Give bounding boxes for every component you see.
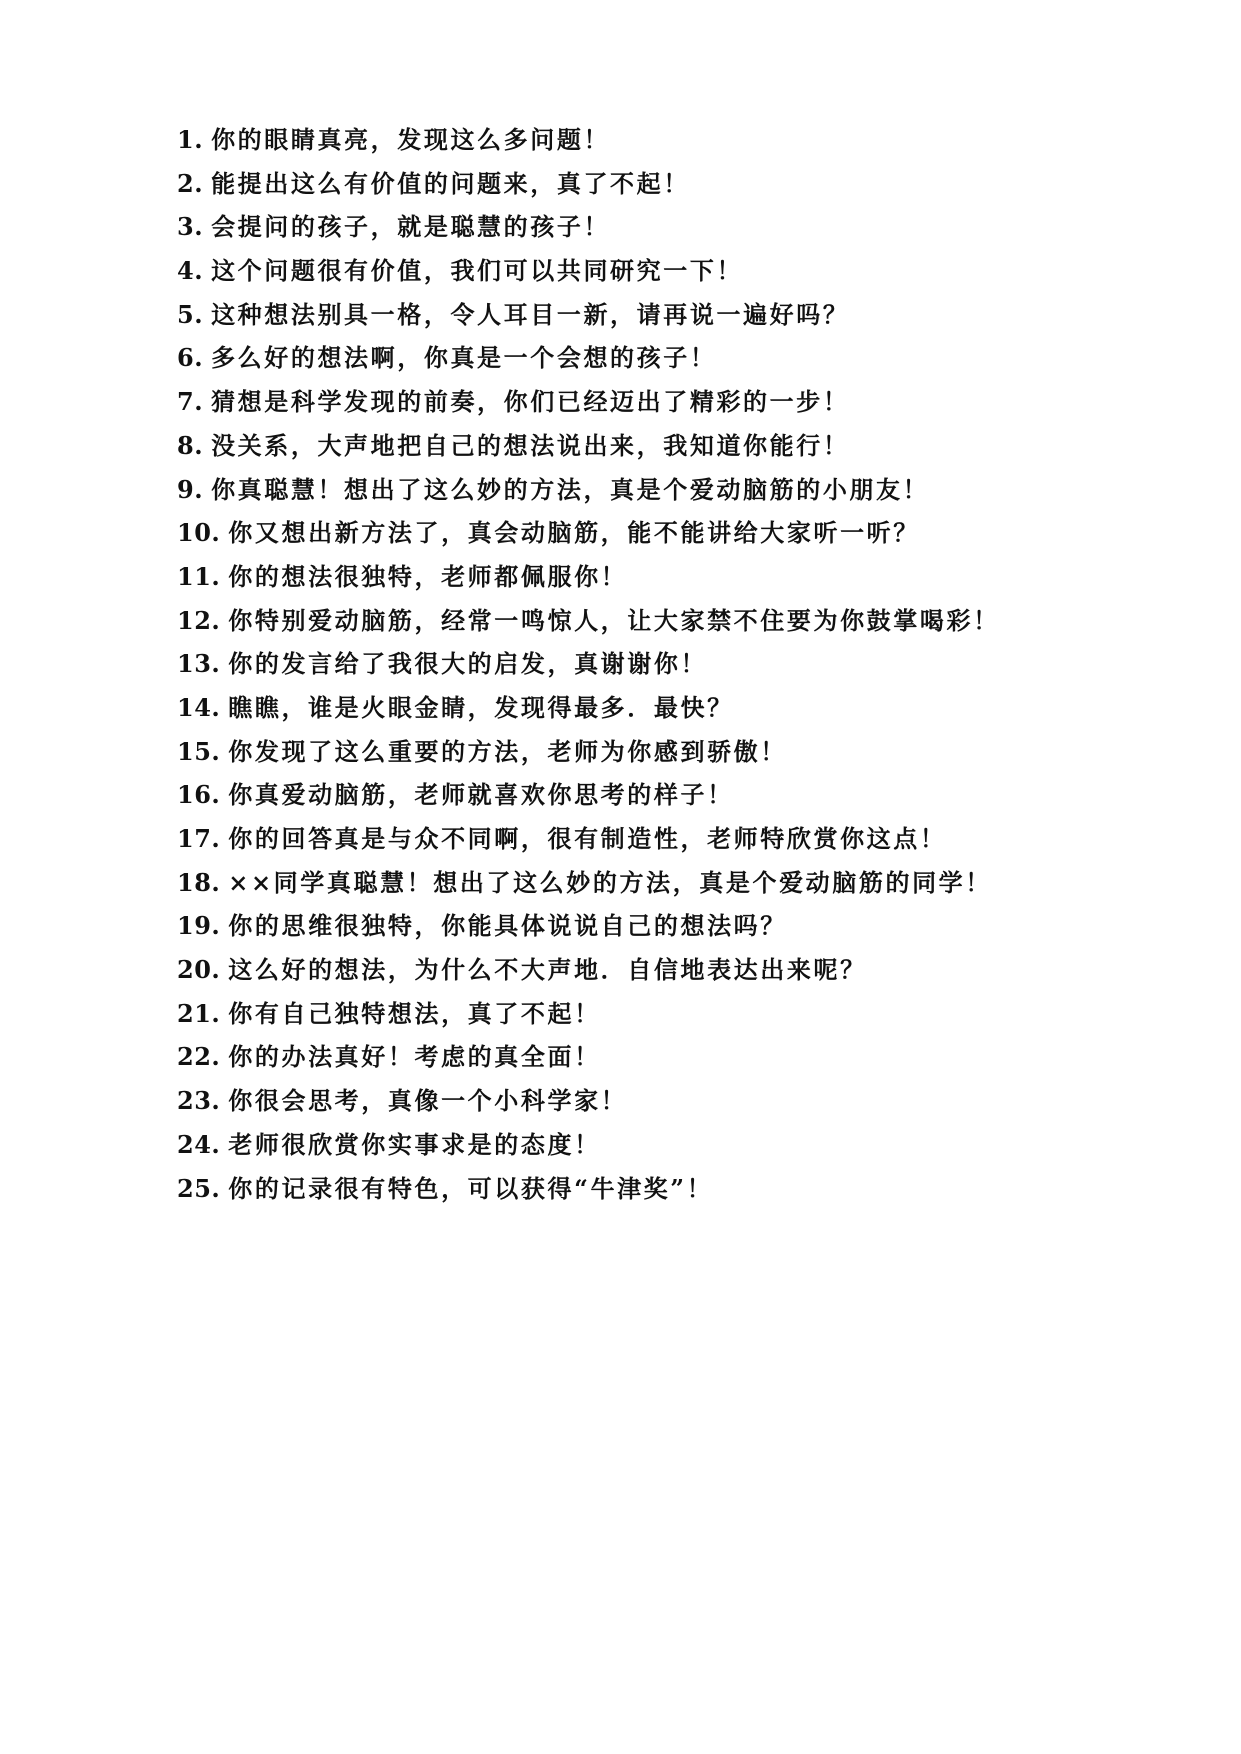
- item-number: 18.: [177, 867, 221, 897]
- list-item: [177, 1125, 1000, 1169]
- list-item: [177, 1037, 1000, 1081]
- item-number: 1.: [177, 125, 204, 154]
- item-number: 7.: [177, 387, 204, 417]
- item-number: 19.: [177, 911, 221, 941]
- item-number: 20.: [177, 955, 221, 985]
- item-text: 你的思维很独特，你能具体说说自己的想法吗？: [228, 911, 787, 941]
- item-number: 6.: [177, 343, 204, 373]
- item-number: 8.: [177, 430, 204, 460]
- item-text: 你的记录很有特色，可以获得“牛津奖”！: [228, 1173, 714, 1203]
- list-item: [177, 295, 1000, 339]
- item-text: 没关系，大声地把自己的想法说出来，我知道你能行！: [211, 430, 850, 460]
- item-text: 你的眼睛真亮，发现这么多问题！: [211, 125, 611, 154]
- item-number: 4.: [177, 256, 204, 286]
- list-item: [177, 470, 1000, 514]
- item-text: 你特别爱动脑筋，经常一鸣惊人，让大家禁不住要为你鼓掌喝彩！: [228, 605, 1000, 635]
- item-number: 17.: [177, 824, 221, 853]
- list-item: [177, 732, 1000, 776]
- item-number: 10.: [177, 518, 221, 548]
- item-text: 你的想法很独特，老师都佩服你！: [228, 561, 628, 591]
- item-text: 瞧瞧，谁是火眼金睛，发现得最多．最快？: [228, 692, 734, 722]
- item-number: 11.: [177, 561, 221, 591]
- list-item: [177, 601, 1000, 645]
- list-item: [177, 994, 1000, 1038]
- item-text: ××同学真聪慧！想出了这么妙的方法，真是个爱动脑筋的同学！: [228, 867, 992, 897]
- item-text: 你有自己独特想法，真了不起！: [228, 998, 601, 1028]
- item-text: 这么好的想法，为什么不大声地．自信地表达出来呢？: [228, 955, 867, 985]
- item-text: 你的发言给了我很大的启发，真谢谢你！: [228, 649, 708, 679]
- item-number: 25.: [177, 1173, 221, 1203]
- list-item: [177, 164, 1000, 208]
- item-number: 21.: [177, 998, 221, 1028]
- item-text: 你的办法真好！考虑的真全面！: [228, 1042, 601, 1072]
- item-number: 22.: [177, 1042, 221, 1072]
- praise-list: [177, 120, 1000, 1212]
- item-number: 5.: [177, 299, 204, 329]
- item-text: 会提问的孩子，就是聪慧的孩子！: [211, 212, 611, 242]
- item-number: 15.: [177, 736, 221, 766]
- list-item: [177, 513, 1000, 557]
- item-text: 你又想出新方法了，真会动脑筋，能不能讲给大家听一听？: [228, 518, 920, 548]
- list-item: [177, 644, 1000, 688]
- list-item: [177, 120, 1000, 164]
- list-item: [177, 819, 1000, 863]
- list-item: [177, 775, 1000, 819]
- item-text: 你真爱动脑筋，老师就喜欢你思考的样子！: [228, 780, 734, 810]
- list-item: [177, 338, 1000, 382]
- item-number: 23.: [177, 1086, 221, 1116]
- list-item: [177, 688, 1000, 732]
- item-number: 3.: [177, 212, 204, 242]
- list-item: [177, 1081, 1000, 1125]
- item-number: 13.: [177, 649, 221, 679]
- item-number: 2.: [177, 168, 204, 198]
- list-item: [177, 382, 1000, 426]
- list-item: [177, 863, 1000, 907]
- item-text: 猜想是科学发现的前奏，你们已经迈出了精彩的一步！: [211, 387, 850, 417]
- item-number: 14.: [177, 692, 221, 722]
- item-number: 16.: [177, 780, 221, 810]
- item-text: 这种想法别具一格，令人耳目一新，请再说一遍好吗？: [211, 299, 850, 329]
- item-text: 这个问题很有价值，我们可以共同研究一下！: [211, 256, 744, 286]
- list-item: [177, 906, 1000, 950]
- item-text: 老师很欣赏你实事求是的态度！: [228, 1129, 601, 1159]
- list-item: [177, 950, 1000, 994]
- item-number: 12.: [177, 605, 221, 635]
- list-item: [177, 207, 1000, 251]
- item-text: 多么好的想法啊，你真是一个会想的孩子！: [211, 343, 717, 373]
- list-item: [177, 426, 1000, 470]
- item-text: 你很会思考，真像一个小科学家！: [228, 1086, 628, 1116]
- list-item: [177, 557, 1000, 601]
- item-text: 你真聪慧！想出了这么妙的方法，真是个爱动脑筋的小朋友！: [211, 474, 930, 504]
- item-number: 9.: [177, 474, 204, 504]
- item-text: 你发现了这么重要的方法，老师为你感到骄傲！: [228, 736, 787, 766]
- item-number: 24.: [177, 1129, 221, 1159]
- list-item: [177, 1169, 1000, 1213]
- item-text: 你的回答真是与众不同啊，很有制造性，老师特欣赏你这点！: [228, 824, 947, 853]
- list-item: [177, 251, 1000, 295]
- item-text: 能提出这么有价值的问题来，真了不起！: [211, 168, 690, 198]
